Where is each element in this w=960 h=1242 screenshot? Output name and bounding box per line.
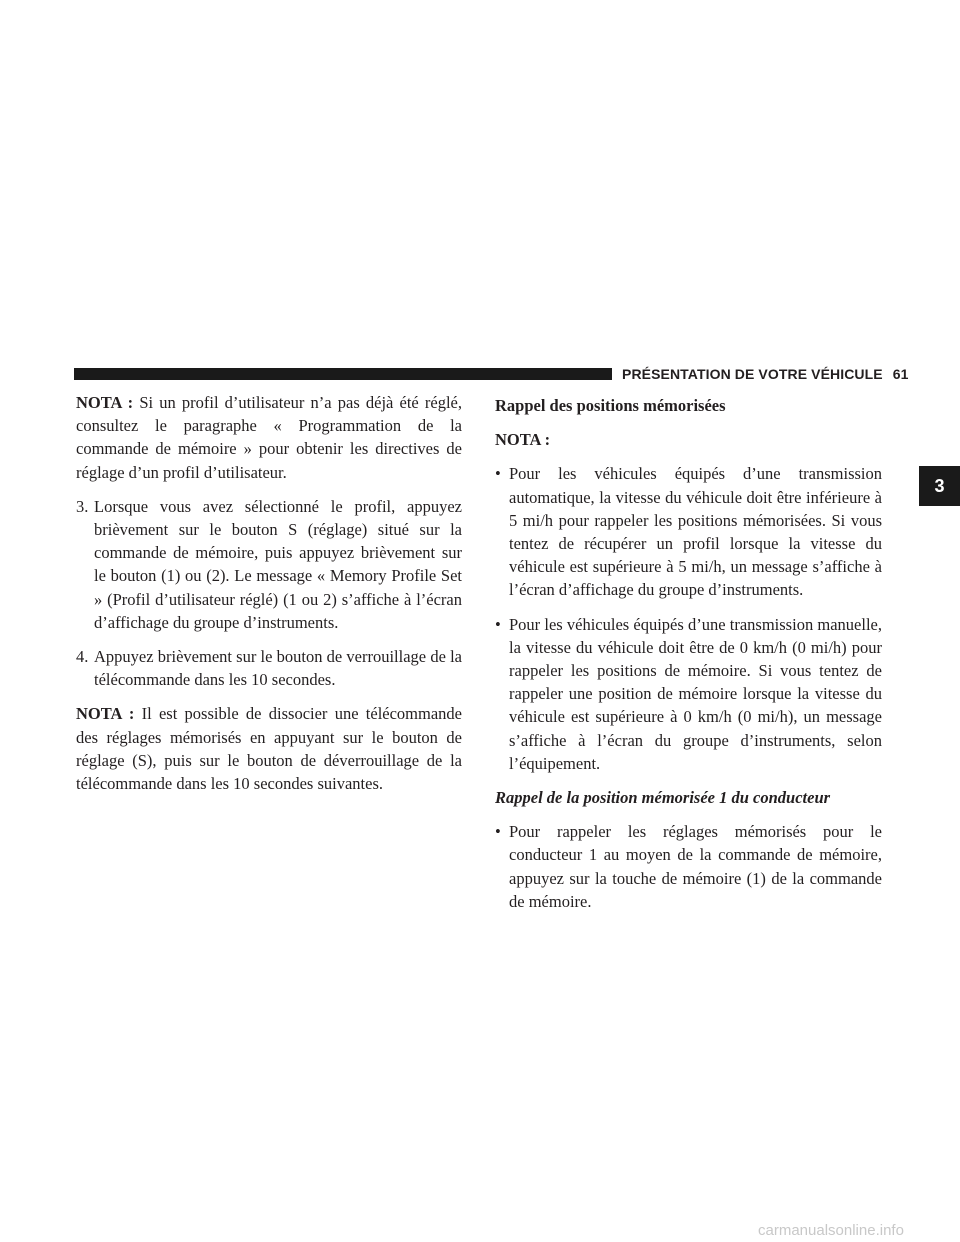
- bullet-text: Pour les véhicules équipés d’une transmission automatique, la vitesse du véhicule doit être inférieure à 5 mi/h pour rappeler les positions mémorisées. Si vous tentez de récupérer un profil lorsque la vitesse du véhicule est supérieure à 5 mi/h, un message s’affiche à l’écran d’affichage du groupe d’instruments.: [509, 464, 882, 600]
- chapter-tab: 3: [919, 466, 960, 506]
- bullet-icon: •: [495, 614, 501, 634]
- header-rule: [74, 368, 612, 380]
- bullet-icon: •: [495, 822, 501, 842]
- bullet-item: [495, 462, 882, 601]
- numbered-step: [76, 645, 462, 691]
- step-number: 3.: [76, 496, 89, 516]
- note-text: Il est possible de dissocier une télécommande des réglages mémorisés en appuyant sur le bouton de réglage (S), puis sur le bouton de déverrouillage de la télécommande dans les 10 secondes suivantes.: [76, 704, 462, 794]
- bullet-icon: •: [495, 464, 501, 484]
- section-title: PRÉSENTATION DE VOTRE VÉHICULE: [622, 366, 883, 382]
- note-label: NOTA :: [495, 430, 551, 450]
- page-number: 61: [892, 366, 909, 382]
- running-header: [622, 365, 909, 383]
- bullet-item: [495, 820, 882, 913]
- step-text: Lorsque vous avez sélectionné le profil, appuyez brièvement sur le bouton S (réglage) situé sur la commande de mémoire, puis appuyez brièvement sur le bouton (1) ou (2). Le message « Memory Profile Set » (Profil d’utilisateur réglé) (1 ou 2) s’affiche à l’écran d’affichage du groupe d’instruments.: [94, 496, 462, 632]
- note-paragraph: [76, 391, 462, 484]
- section-heading: Rappel des positions mémorisées: [495, 396, 726, 415]
- right-column: [495, 391, 882, 924]
- bullet-text: Pour rappeler les réglages mémorisés pour le conducteur 1 au moyen de la commande de mémoire, appuyez sur la touche de mémoire (1) de la commande de mémoire.: [509, 822, 882, 911]
- watermark: carmanualsonline.info: [758, 1222, 904, 1239]
- bullet-item: [495, 613, 882, 775]
- note-paragraph: [76, 702, 462, 795]
- note-text: Si un profil d’utilisateur n’a pas déjà été réglé, consultez le paragraphe « Programmation de la commande de mémoire » pour obtenir les directives de réglage d’un profil d’utilisateur.: [76, 393, 463, 482]
- left-column: [76, 391, 462, 806]
- note-label: NOTA :: [76, 393, 134, 412]
- step-number: 4.: [76, 647, 89, 667]
- step-text: Appuyez brièvement sur le bouton de verrouillage de la télécommande dans les 10 secondes.: [94, 647, 462, 690]
- bullet-text: Pour les véhicules équipés d’une transmission manuelle, la vitesse du véhicule doit être de 0 km/h (0 mi/h) pour rappeler les positions de mémoire. Si vous tentez de rappeler une position de mémoire lorsque la vitesse du véhicule est supérieure à 0 km/h (0 mi/h), un message s’affiche à l’écran du groupe d’instruments, selon l’équipement.: [509, 614, 882, 773]
- numbered-step: [76, 495, 462, 634]
- note-label: NOTA :: [76, 704, 135, 724]
- subsection-heading: Rappel de la position mémorisée 1 du conducteur: [495, 788, 831, 808]
